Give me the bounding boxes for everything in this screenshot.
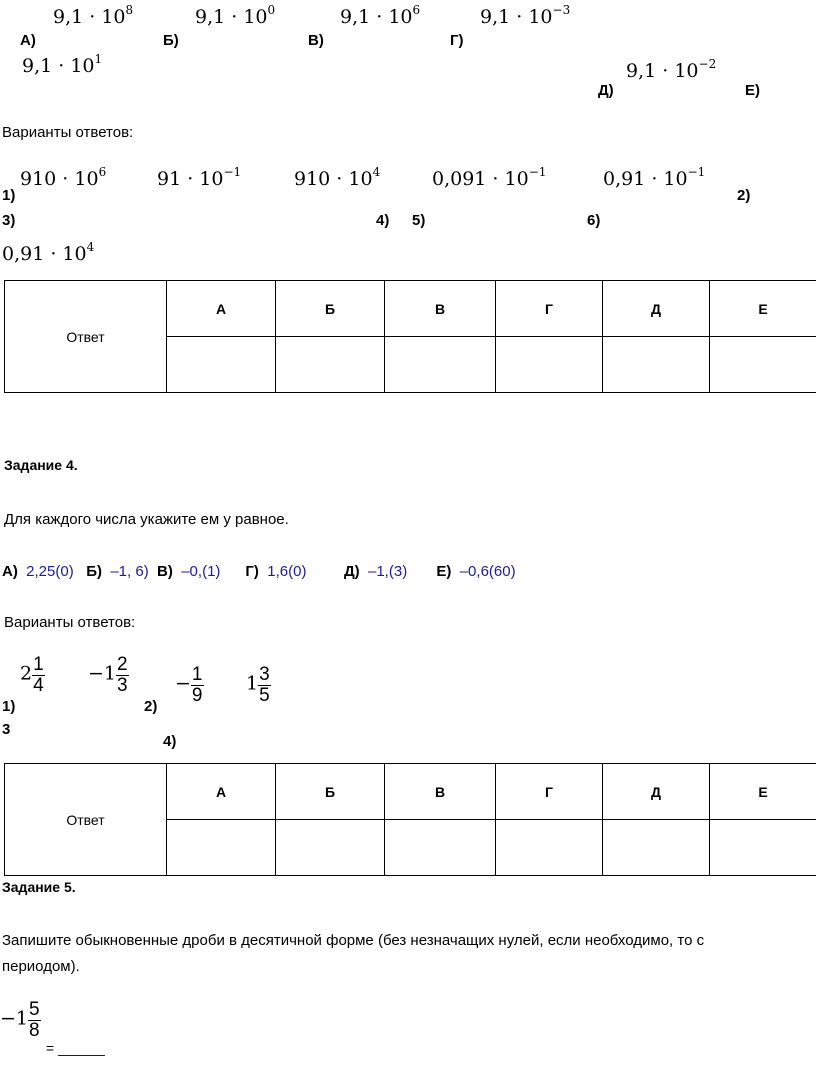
answer-cell-v[interactable] [385, 820, 496, 876]
answer-cell-e[interactable] [710, 337, 816, 393]
item-a-value: $9,1 \cdot 10^8$ [53, 3, 134, 28]
option-5-value: $0,91 \cdot 10^{-1}$ [603, 165, 706, 190]
task5-title: Задание 5. [2, 879, 76, 895]
col-header-b: Б [276, 281, 385, 337]
answer-cell-d[interactable] [603, 820, 710, 876]
item-v-value: $9,1 \cdot 10^6$ [340, 3, 421, 28]
task4-instruction: Для каждого числа укажите ем у равное. [4, 511, 289, 528]
col-header-e: Е [710, 764, 816, 820]
answer-cell-e[interactable] [710, 820, 816, 876]
t4-option-label-1: 1) [2, 698, 16, 715]
answer-cell-d[interactable] [603, 337, 710, 393]
task5-instruction-line2: периодом). [2, 958, 80, 975]
item-e-label: Е) [745, 82, 760, 99]
t4-item-v-label: В) [157, 563, 173, 580]
col-header-g: Г [496, 281, 603, 337]
item-b-value: $9,1 \cdot 10^0$ [195, 3, 276, 28]
t4-item-e-label: Е) [436, 563, 452, 580]
col-header-b: Б [276, 764, 385, 820]
col-header-e: Е [710, 281, 816, 337]
item-b-label: Б) [163, 32, 179, 49]
t4-item-g-label: Г) [245, 563, 259, 580]
option-3-value: $910 \cdot 10^4$ [294, 165, 381, 190]
t4-item-e-value: –0,6(60) [459, 563, 516, 580]
task5-answer-blank[interactable]: = ______ [46, 1040, 105, 1056]
col-header-v: В [385, 281, 496, 337]
t4-option-2: −1 $\frac{2}{3}$ [88, 654, 128, 696]
t4-option-3: − $\frac{1}{9}$ [175, 664, 203, 706]
t4-item-b-label: Б) [86, 563, 102, 580]
variants-title-4: Варианты ответов: [4, 614, 136, 631]
option-2-label: 2) [737, 187, 751, 204]
item-v-label: В) [308, 32, 324, 49]
task5-example-fraction: −1 $\frac{5}{8}$ [0, 999, 40, 1041]
answer-cell-g[interactable] [496, 337, 603, 393]
t4-option-label-4: 4) [163, 733, 177, 750]
item-e-value: $9,1 \cdot 10^1$ [22, 52, 103, 77]
t4-item-a-value: 2,25(0) [26, 563, 74, 580]
col-header-a: А [167, 764, 276, 820]
option-3-label: 3) [2, 212, 16, 229]
col-header-g: Г [496, 764, 603, 820]
col-header-d: Д [603, 764, 710, 820]
t4-item-d-value: –1,(3) [368, 563, 408, 580]
t4-option-label-3: 3 [2, 721, 11, 738]
col-header-d: Д [603, 281, 710, 337]
item-a-label: А) [20, 32, 36, 49]
option-4-value: $0,091 \cdot 10^{-1}$ [432, 165, 547, 190]
t4-item-b-value: –1, 6) [110, 563, 149, 580]
item-d-label: Д) [598, 82, 614, 99]
t4-item-v-value: –0,(1) [181, 563, 221, 580]
col-header-a: А [167, 281, 276, 337]
item-g-label: Г) [450, 32, 464, 49]
t4-option-4: 1 $\frac{3}{5}$ [246, 664, 270, 706]
option-5-label: 5) [412, 212, 426, 229]
option-2-value: $91 \cdot 10^{-1}$ [157, 165, 242, 190]
t4-option-1: 2 $\frac{1}{4}$ [20, 654, 44, 696]
answer-row-label: Ответ [5, 764, 167, 876]
task4-title: Задание 4. [4, 457, 78, 473]
item-d-value: $9,1 \cdot 10^{-2}$ [626, 57, 717, 82]
answer-cell-b[interactable] [276, 337, 385, 393]
answer-cell-g[interactable] [496, 820, 603, 876]
option-6-value: $0,91 \cdot 10^4$ [2, 240, 95, 265]
answer-table-4 [4, 763, 816, 876]
answer-cell-a[interactable] [167, 337, 276, 393]
t4-item-g-value: 1,6(0) [267, 563, 307, 580]
answer-row-label: Ответ [5, 281, 167, 393]
option-4-label: 4) [376, 212, 390, 229]
answer-cell-a[interactable] [167, 820, 276, 876]
answer-table-3 [4, 280, 816, 393]
col-header-v: В [385, 764, 496, 820]
answer-cell-v[interactable] [385, 337, 496, 393]
option-6-label: 6) [587, 212, 601, 229]
task5-instruction-line1: Запишите обыкновенные дроби в десятичной форме (без незначащих нулей, если необходимо, то с [2, 932, 705, 949]
option-1-value: $910 \cdot 10^6$ [20, 165, 107, 190]
t4-option-label-2: 2) [144, 698, 158, 715]
task4-items [2, 563, 516, 580]
variants-title-3: Варианты ответов: [2, 124, 134, 141]
answer-cell-b[interactable] [276, 820, 385, 876]
option-1-label: 1) [2, 187, 16, 204]
t4-item-a-label: А) [2, 563, 18, 580]
item-g-value: $9,1 \cdot 10^{-3}$ [480, 3, 571, 28]
t4-item-d-label: Д) [343, 563, 360, 580]
